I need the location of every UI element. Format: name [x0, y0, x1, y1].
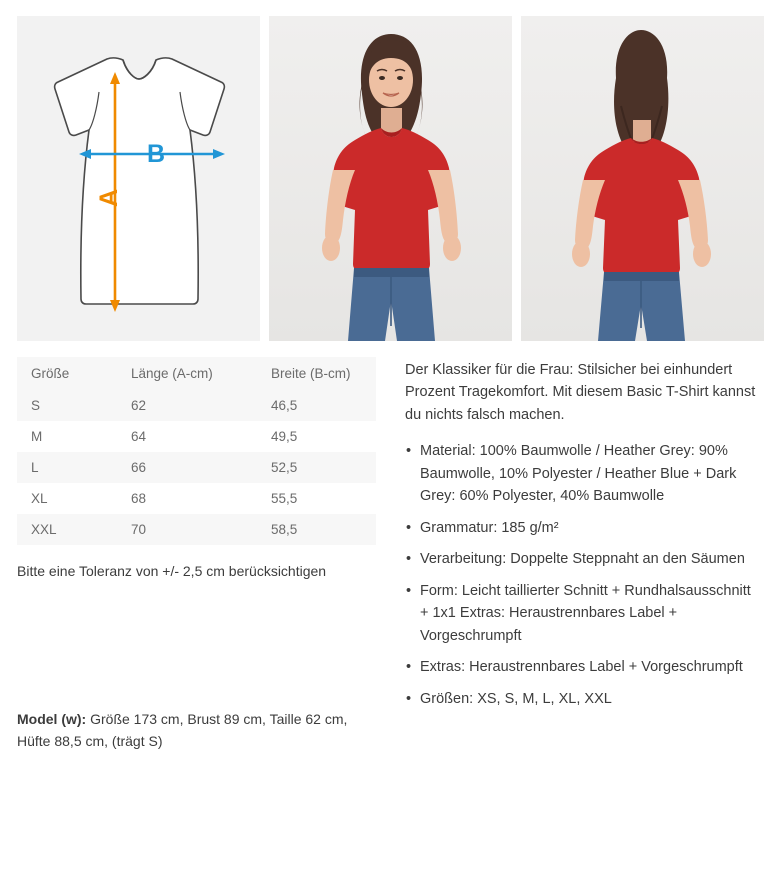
table-row [17, 390, 376, 421]
feature-list [405, 440, 760, 710]
description-intro: Der Klassiker für die Frau: Stilsicher bei einhundert Prozent Tragekomfort. Mit diesem Basic T-Shirt kannst du nichts falsch machen. [405, 362, 756, 423]
table-row [17, 514, 376, 545]
model-measurements-note [17, 709, 373, 752]
cell-length: 62 [131, 398, 147, 413]
list-item: • Material: 100% Baumwolle / Heather Grey: 90% Baumwolle, 10% Polyester / Heather Blue + Dark Grey: 60% Polyester, 40% Baumwolle [405, 440, 760, 507]
table-header-row [17, 357, 376, 390]
cell-size: L [31, 460, 39, 475]
table-row [17, 483, 376, 514]
column-header-length: Länge (A-cm) [117, 357, 257, 390]
list-item: • Verarbeitung: Doppelte Steppnaht an den Säumen [405, 548, 760, 570]
cell-length: 70 [131, 522, 147, 537]
cell-length: 68 [131, 491, 147, 506]
cell-width: 46,5 [271, 398, 298, 413]
model-front-image[interactable] [269, 16, 512, 341]
cell-size: XXL [31, 522, 57, 537]
tolerance-note: Bitte eine Toleranz von +/- 2,5 cm berücksichtigen [17, 563, 327, 579]
column-header-size: Größe [17, 357, 117, 390]
list-item: • Grammatur: 185 g/m² [405, 517, 760, 539]
cell-width: 52,5 [271, 460, 298, 475]
list-item: • Extras: Heraustrennbares Label + Vorgeschrumpft [405, 656, 760, 678]
cell-size: S [31, 398, 41, 413]
model-note-label: Model (w): [17, 711, 87, 728]
schematic-label-b: B [146, 140, 166, 168]
model-back-image[interactable] [521, 16, 764, 341]
cell-length: 66 [131, 460, 147, 475]
description-column [405, 357, 760, 753]
cell-length: 64 [131, 429, 147, 444]
size-schematic-image[interactable] [17, 16, 260, 341]
product-details [0, 341, 777, 753]
cell-width: 55,5 [271, 491, 298, 506]
size-info-column [17, 357, 387, 753]
cell-size: M [31, 429, 43, 444]
cell-width: 58,5 [271, 522, 298, 537]
schematic-label-a: A [95, 188, 123, 208]
cell-size: XL [31, 491, 48, 506]
column-header-width: Breite (B-cm) [257, 357, 376, 390]
schematic-drawing [17, 16, 260, 341]
list-item: • Form: Leicht taillierter Schnitt + Rundhalsausschnitt + 1x1 Extras: Heraustrennbares Label + Vorgeschrumpft [405, 580, 760, 647]
table-row [17, 421, 376, 452]
size-table [17, 357, 376, 545]
model-note-text: Größe 173 cm, Brust 89 cm, Taille 62 cm, Hüfte 88,5 cm, (trägt S) [17, 711, 348, 749]
table-row [17, 452, 376, 483]
list-item: • Größen: XS, S, M, L, XL, XXL [405, 688, 760, 710]
product-image-strip [0, 0, 777, 341]
cell-width: 49,5 [271, 429, 298, 444]
